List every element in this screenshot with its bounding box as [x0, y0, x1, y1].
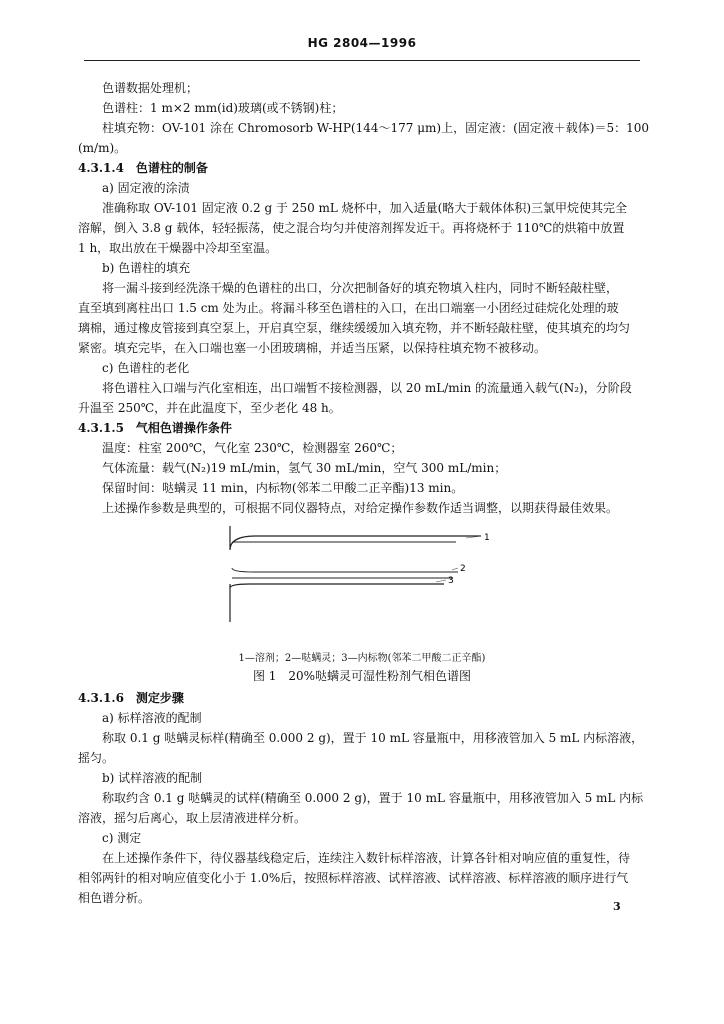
figure-legend: 1—溶剂；2—哒螨灵；3—内标物(邻苯二甲酸二正辛酯): [238, 653, 486, 664]
subsection-heading: c) 色谱柱的老化: [102, 361, 190, 375]
text-line: 溶解，倒入 3.8 g 载体，轻轻振荡，使之混合均匀并使溶剂挥发近干。再将烧杯于 110℃的烘箱中放置: [78, 221, 625, 235]
peak-label: 3: [448, 576, 454, 586]
text-line: 将色谱柱入口端与汽化室相连，出口端暂不接检测器，以 20 mL/min 的流量通入载气(N₂)，分阶段: [102, 381, 632, 395]
text-line: 在上述操作条件下，待仪器基线稳定后，连续注入数针标样溶液，计算各针相对响应值的重复性，待: [102, 851, 631, 865]
chromatogram-trace: [230, 584, 444, 622]
text-line: 摇匀。: [78, 751, 115, 765]
text-line: 升温至 250℃，并在此温度下，至少老化 48 h。: [78, 401, 341, 415]
text-line: 璃棉，通过橡皮管接到真空泵上，开启真空泵，继续缓缓加入填充物，并不断轻敲柱壁，使其填充的均匀: [78, 321, 631, 335]
text-line: 相邻两针的相对响应值变化小于 1.0%后，按照标样溶液、试样溶液、试样溶液、标样溶液的顺序进行气: [78, 871, 629, 885]
text-line: 柱填充物：OV-101 涂在 Chromosorb W-HP(144～177 μm)上，固定液：(固定液＋载体)＝5：100: [102, 121, 649, 135]
chromatogram-figure: [226, 522, 496, 622]
section-heading: 4.3.1.6 测定步骤: [78, 691, 184, 705]
chromatogram-trace: [230, 526, 481, 550]
text-line: 将一漏斗接到经洗涤干燥的色谱柱的出口，分次把制备好的填充物填入柱内，同时不断轻敲柱壁，: [102, 281, 619, 295]
text-line: 直至填到离柱出口 1.5 cm 处为止。将漏斗移至色谱柱的入口，在出口端塞一小团经过硅烷化处理的玻: [78, 301, 619, 315]
subsection-heading: c) 测定: [102, 831, 142, 845]
page-number: 3: [613, 900, 621, 913]
figure-caption: 图 1 20%哒螨灵可湿性粉剂气相色谱图: [252, 669, 472, 683]
text-line: 温度：柱室 200℃，气化室 230℃，检测器室 260℃；: [102, 441, 403, 455]
subsection-heading: a) 标样溶液的配制: [102, 711, 202, 725]
section-heading: 4.3.1.4 色谱柱的制备: [78, 161, 208, 175]
text-line: 1 h，取出放在干燥器中冷却至室温。: [78, 241, 278, 255]
text-line: 色谱柱：1 m×2 mm(id)玻璃(或不锈钢)柱；: [102, 101, 344, 115]
text-line: 准确称取 OV-101 固定液 0.2 g 于 250 mL 烧杯中，加入适量(略大于载体体积)三氯甲烷使其完全: [102, 201, 628, 215]
subsection-heading: b) 色谱柱的填充: [102, 261, 191, 275]
text-line: 紧密。填充完毕，在入口端也塞一小团玻璃棉，并适当压紧，以保持柱填充物不被移动。: [78, 341, 547, 355]
text-line: 保留时间：哒螨灵 11 min，内标物(邻苯二甲酸二正辛酯)13 min。: [102, 481, 464, 495]
header-rule: [84, 60, 640, 61]
text-line: (m/m)。: [78, 141, 127, 155]
text-line: 溶液，摇匀后离心，取上层清液进样分析。: [78, 811, 307, 825]
text-line: 相色谱分析。: [78, 891, 151, 905]
text-line: 称取约含 0.1 g 哒螨灵的试样(精确至 0.000 2 g)，置于 10 mL 容量瓶中，用移液管加入 5 mL 内标: [102, 791, 644, 805]
chromatogram-trace: [232, 568, 458, 572]
peak-label: 1: [484, 533, 490, 543]
text-line: 称取 0.1 g 哒螨灵标样(精确至 0.000 2 g)，置于 10 mL 容量瓶中，用移液管加入 5 mL 内标溶液，: [102, 731, 644, 745]
text-line: 色谱数据处理机；: [102, 81, 199, 95]
standard-number-header: HG 2804—1996: [307, 36, 417, 50]
text-line: 上述操作参数是典型的，可根据不同仪器特点，对给定操作参数作适当调整，以期获得最佳效果。: [102, 501, 619, 515]
section-heading: 4.3.1.5 气相色谱操作条件: [78, 421, 232, 435]
subsection-heading: a) 固定液的涂渍: [102, 181, 190, 195]
text-line: 气体流量：载气(N₂)19 mL/min，氢气 30 mL/min，空气 300 mL/min；: [102, 461, 507, 475]
peak-label: 2: [460, 564, 466, 574]
subsection-heading: b) 试样溶液的配制: [102, 771, 203, 785]
